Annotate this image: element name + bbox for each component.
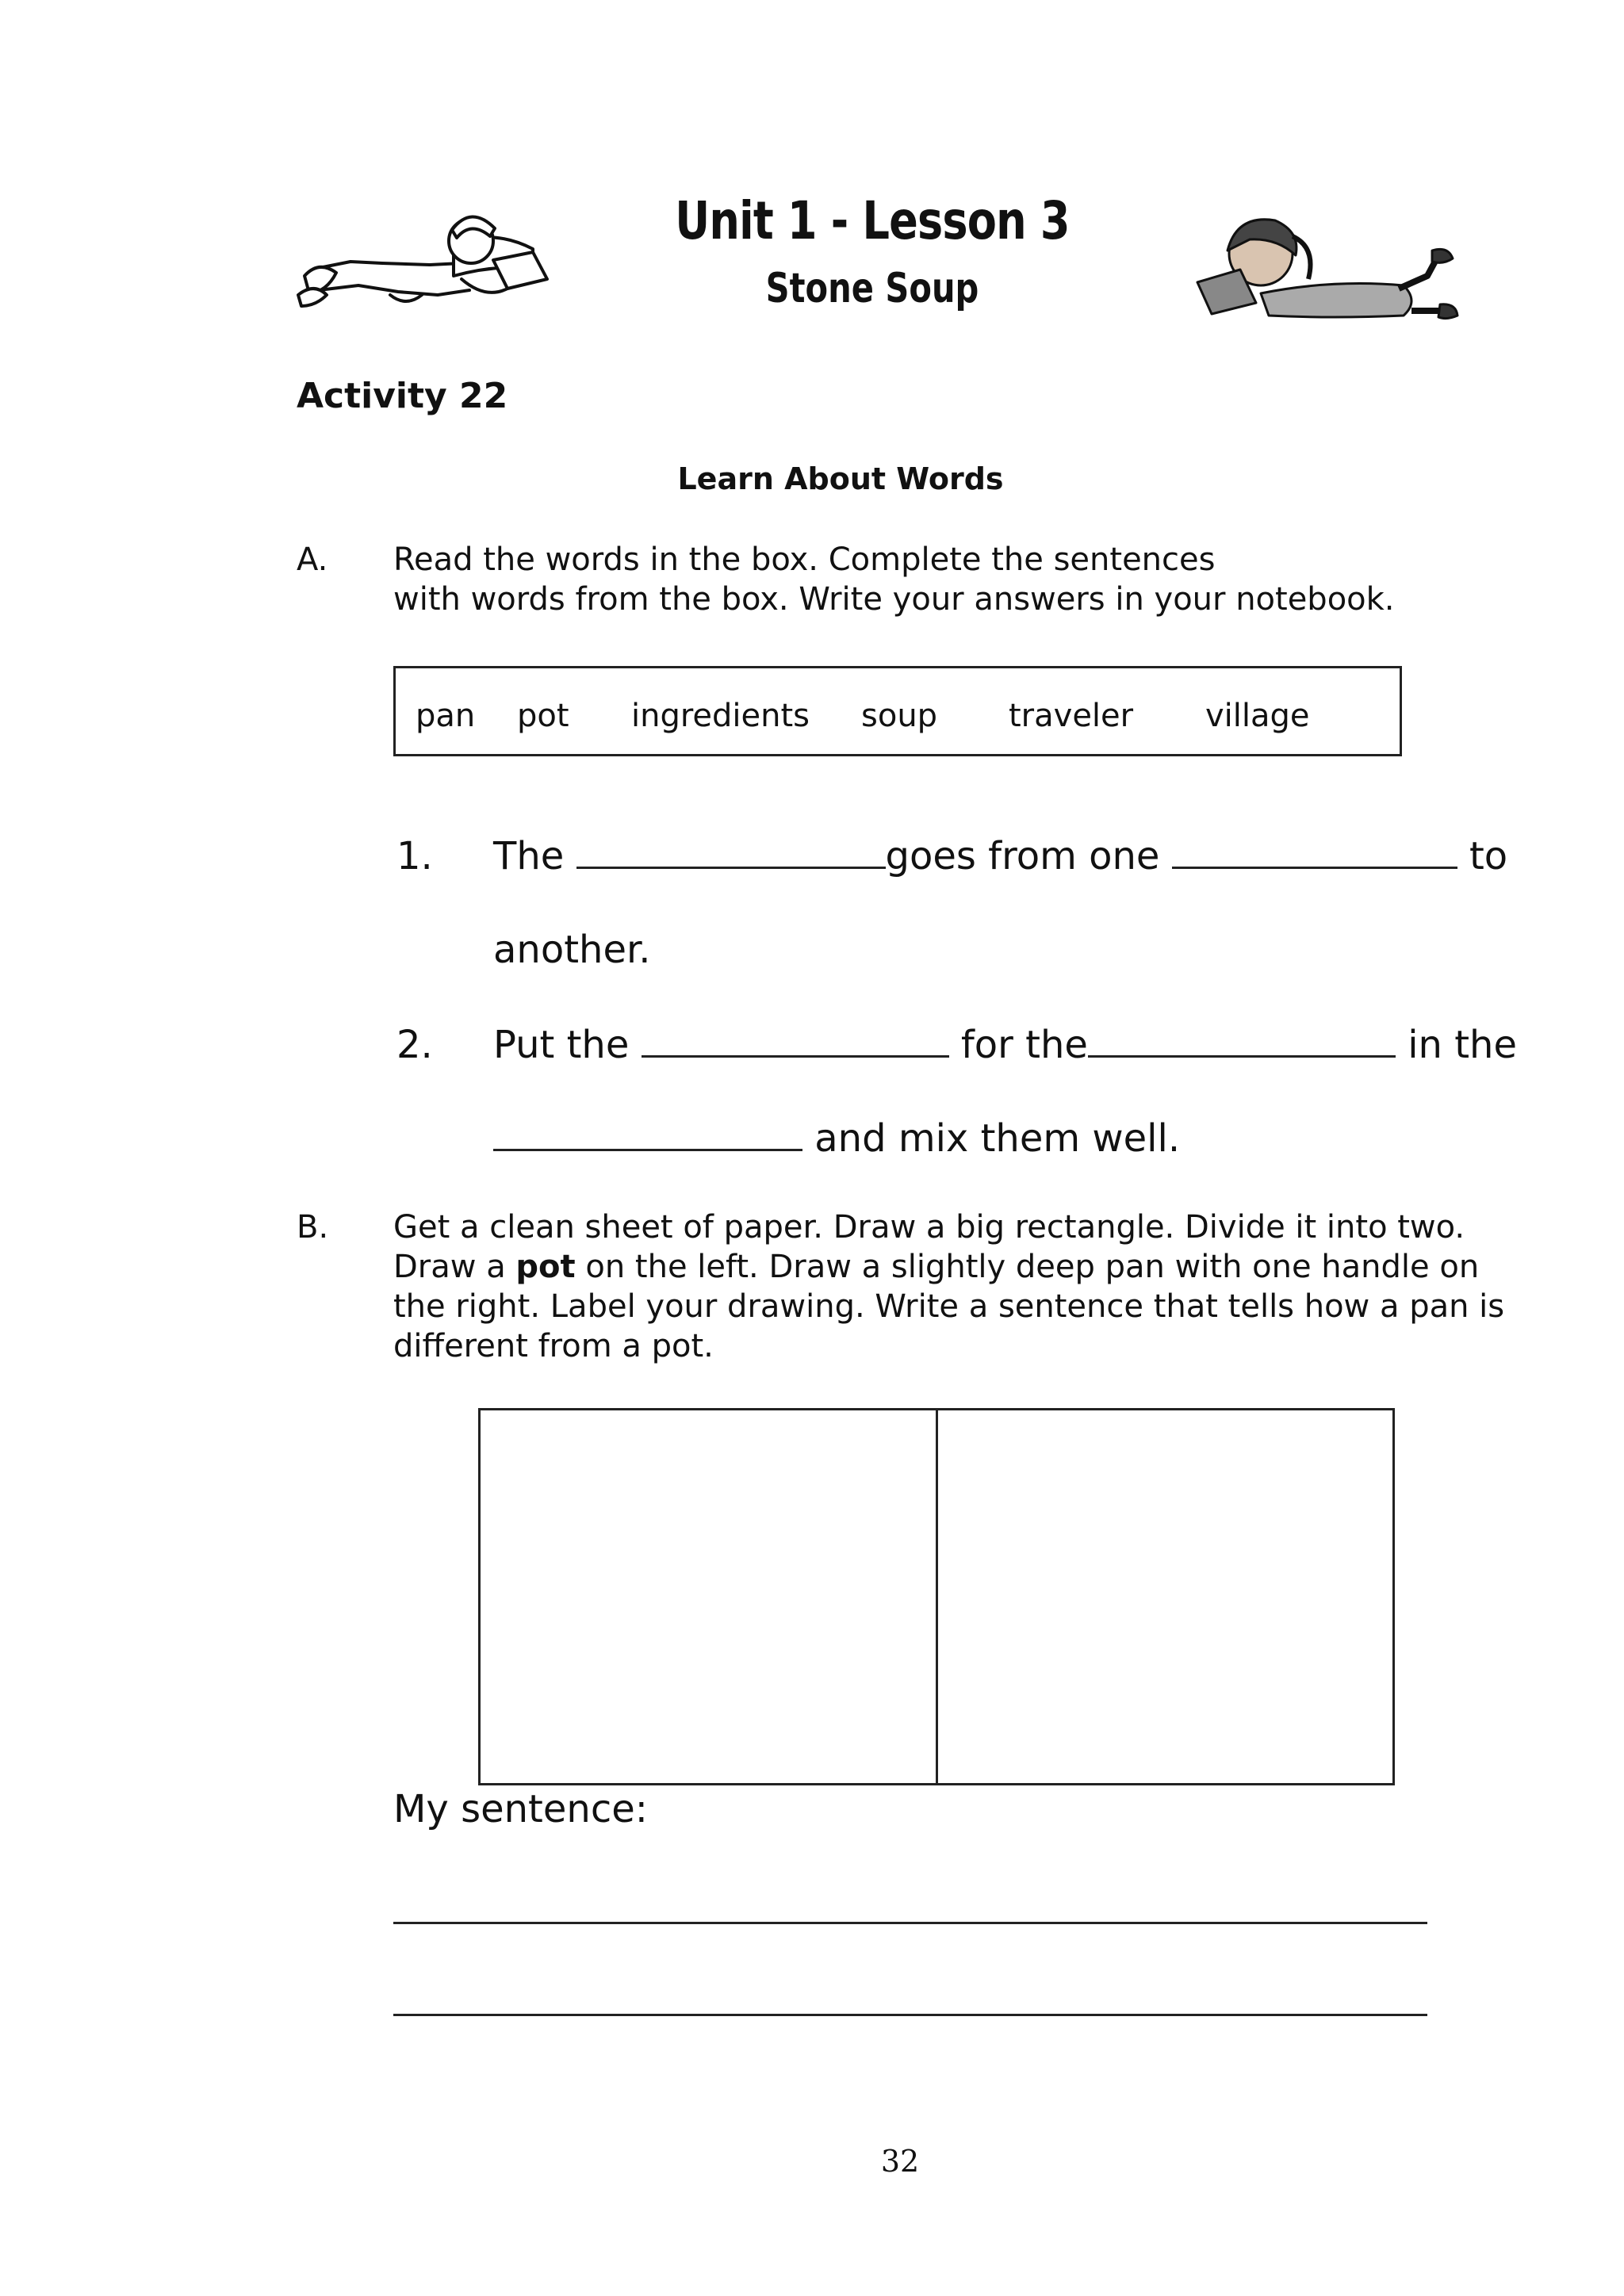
sentence-text: for the bbox=[948, 1023, 1088, 1067]
word-box-item: pan bbox=[416, 698, 476, 734]
item-2-sentence bbox=[493, 1023, 1517, 1067]
sentence-text: goes from one bbox=[885, 834, 1172, 878]
page-title: Unit 1 - Lesson 3 bbox=[675, 190, 1070, 251]
section-b-marker: B. bbox=[297, 1209, 329, 1246]
word-box-item: pot bbox=[517, 698, 569, 734]
answer-blank[interactable] bbox=[576, 835, 886, 869]
answer-line[interactable] bbox=[393, 2014, 1427, 2016]
item-1-sentence bbox=[493, 834, 1507, 878]
answer-blank[interactable] bbox=[1088, 1024, 1396, 1058]
section-b-instruction-line4: different from a pot. bbox=[393, 1328, 714, 1364]
my-sentence-label: My sentence: bbox=[393, 1787, 648, 1831]
item-1-continuation: another. bbox=[493, 928, 651, 972]
page-number: 32 bbox=[880, 2144, 920, 2179]
activity-label: Activity 22 bbox=[297, 376, 508, 416]
instruction-bold-word: pot bbox=[515, 1249, 576, 1285]
item-number: 1. bbox=[396, 834, 433, 878]
section-b-instruction-line2 bbox=[393, 1246, 1479, 1288]
word-box-item: village bbox=[1205, 698, 1310, 734]
answer-blank[interactable] bbox=[1172, 835, 1457, 869]
answer-blank[interactable] bbox=[642, 1024, 949, 1058]
item-number: 2. bbox=[396, 1023, 433, 1067]
instruction-text: Draw a bbox=[393, 1249, 516, 1285]
sentence-text: in the bbox=[1395, 1023, 1517, 1067]
drawing-divider bbox=[936, 1408, 938, 1785]
section-b-instruction-line3: the right. Label your drawing. Write a sentence that tells how a pan is bbox=[393, 1288, 1505, 1325]
sentence-text: The bbox=[493, 834, 576, 878]
word-box-item: traveler bbox=[1009, 698, 1134, 734]
word-box-item: ingredients bbox=[631, 698, 810, 734]
answer-blank[interactable] bbox=[493, 1117, 802, 1151]
word-box-item: soup bbox=[861, 698, 938, 734]
item-2-continuation bbox=[493, 1116, 1180, 1161]
section-b-instruction-line1: Get a clean sheet of paper. Draw a big rectangle. Divide it into two. bbox=[393, 1209, 1465, 1246]
sentence-text: to bbox=[1457, 834, 1508, 878]
sentence-text: and mix them well. bbox=[802, 1116, 1181, 1161]
section-a-instruction-line1: Read the words in the box. Complete the sentences bbox=[393, 541, 1216, 578]
section-a-instruction-line2: with words from the box. Write your answers in your notebook. bbox=[393, 581, 1395, 618]
section-a-marker: A. bbox=[297, 541, 328, 578]
sentence-text: Put the bbox=[493, 1023, 642, 1067]
answer-line[interactable] bbox=[393, 1922, 1427, 1924]
instruction-text: on the left. Draw a slightly deep pan with one handle on bbox=[575, 1249, 1480, 1285]
page-subtitle: Stone Soup bbox=[765, 265, 979, 312]
section-heading: Learn About Words bbox=[677, 461, 1004, 496]
